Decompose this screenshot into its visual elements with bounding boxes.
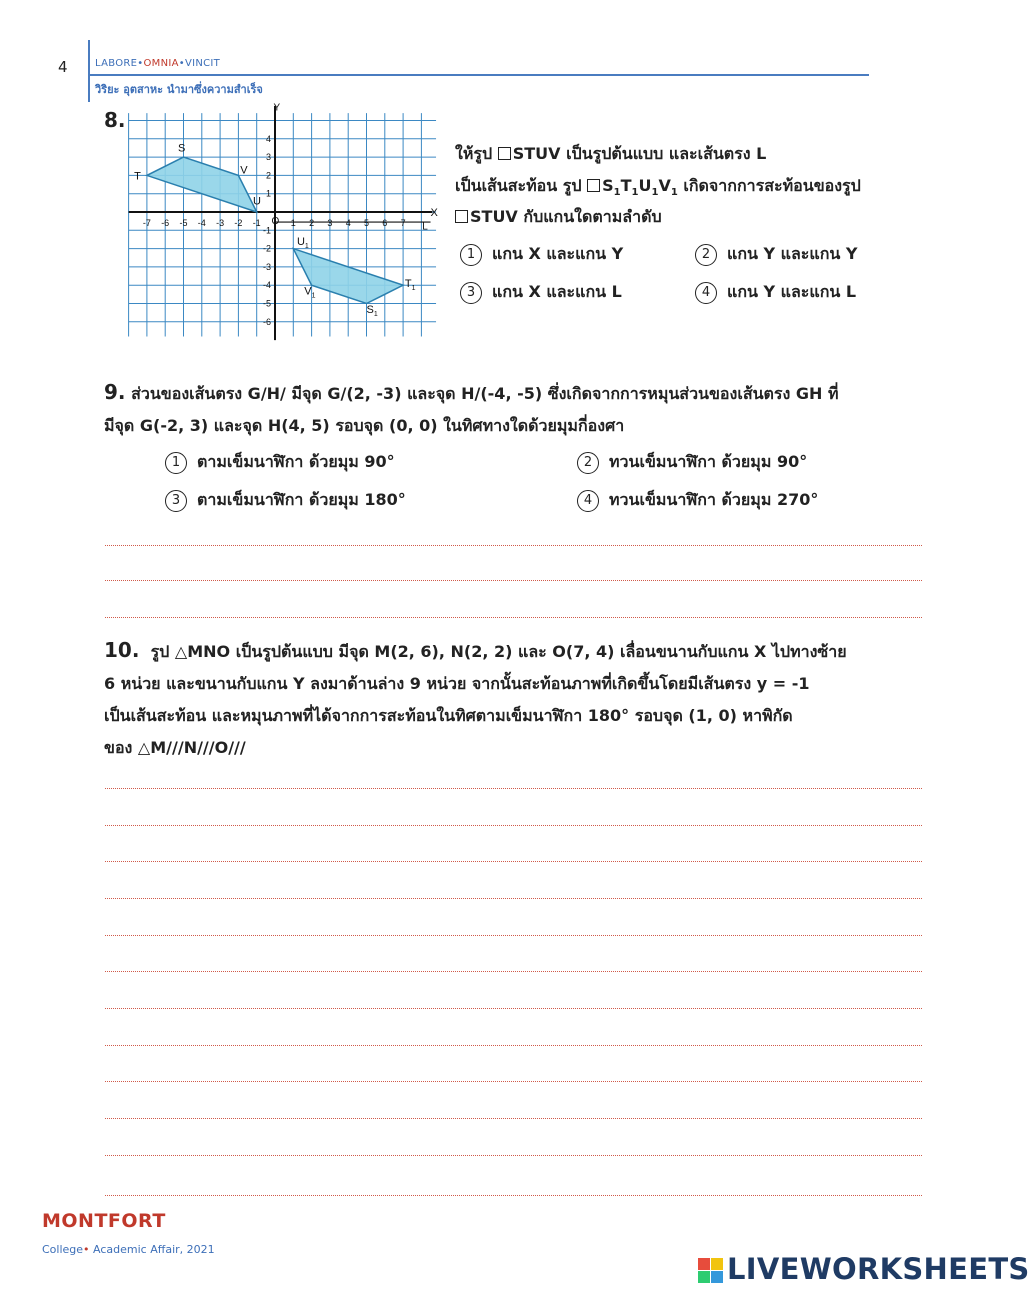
y-tick-label: -4 — [262, 280, 271, 291]
x-axis-label: X — [430, 207, 438, 219]
q9-line-2: มีจุด G(-2, 3) และจุด H(4, 5) รอบจุด (0, 0) ในทิศทางใดด้วยมุมกี่องศา — [104, 416, 625, 435]
option-circle-icon: 2 — [577, 452, 599, 474]
x-tick-label: -7 — [142, 218, 151, 228]
answer-line[interactable] — [105, 1118, 922, 1119]
x-tick-label: 2 — [309, 218, 315, 228]
y-tick-label: 1 — [265, 188, 271, 199]
y-tick-label: -5 — [262, 298, 271, 309]
q9-option-2[interactable] — [577, 450, 807, 475]
y-tick-label: -6 — [262, 316, 271, 327]
label-t: T — [134, 170, 141, 183]
college-line — [42, 1243, 215, 1256]
q8-ticks — [143, 102, 439, 326]
label-s1: $S_1$ — [366, 303, 378, 318]
answer-line[interactable] — [105, 1045, 922, 1046]
y-axis-label: Y — [273, 102, 281, 114]
subscript: 1 — [670, 187, 678, 199]
answer-line[interactable] — [105, 971, 922, 972]
page-number: 4 — [58, 58, 68, 76]
x-tick-label: -6 — [161, 218, 170, 228]
option-circle-icon: 3 — [165, 490, 187, 512]
q8-text: เกิดจากการสะท้อนของรูป — [677, 176, 861, 195]
q8-text: เป็นเส้นสะท้อน รูป — [455, 176, 582, 195]
y-tick-label: 2 — [265, 170, 271, 181]
label-v: V — [240, 164, 248, 177]
question-8-number: 8. — [104, 108, 126, 132]
label-s: S — [178, 142, 186, 155]
motto-part: •VINCIT — [178, 58, 221, 69]
y-tick-label: 4 — [265, 133, 271, 144]
liveworksheets-brand[interactable]: LIVEWORKSHEETS — [727, 1252, 1030, 1286]
header-subtitle: วิริยะ อุตสาหะ นำมาซึ่งความสำเร็จ — [95, 83, 263, 96]
q10-line-4: ของ △M///N///O/// — [104, 738, 246, 757]
y-tick-label: 3 — [265, 152, 271, 163]
square-icon — [587, 179, 600, 192]
subscript: 1 — [651, 187, 659, 199]
option-text: แกน X และแกน Y — [492, 244, 624, 263]
answer-line[interactable] — [105, 825, 922, 826]
q10-line-3: เป็นเส้นสะท้อน และหมุนภาพที่ได้จากการสะท้อนในทิศตามเข็มนาฬิกา 180° รอบจุด (1, 0) หาพิกัด — [104, 706, 793, 725]
x-tick-label: -5 — [179, 218, 188, 228]
option-text: ทวนเข็มนาฬิกา ด้วยมุม 270° — [609, 490, 819, 509]
answer-line[interactable] — [105, 545, 922, 546]
option-text: ทวนเข็มนาฬิกา ด้วยมุม 90° — [609, 452, 808, 471]
q10-line-2: 6 หน่วย และขนานกับแกน Y ลงมาด้านล่าง 9 หน่วย จากนั้นสะท้อนภาพที่เกิดขึ้นโดยมีเส้นตรง y = -1 — [104, 674, 810, 693]
answer-line[interactable] — [105, 935, 922, 936]
subscript: 1 — [631, 187, 639, 199]
square-icon — [498, 147, 511, 160]
question-10-number: 10. — [104, 638, 140, 662]
x-tick-label: -3 — [216, 218, 225, 228]
label-t1: $T_1$ — [404, 278, 416, 293]
motto — [95, 58, 220, 69]
x-tick-label: 4 — [345, 218, 351, 228]
header-vertical-rule — [88, 40, 90, 102]
q9-option-3[interactable] — [165, 488, 406, 513]
option-circle-icon: 4 — [577, 490, 599, 512]
q8-text: V — [658, 176, 671, 195]
q9-option-1[interactable] — [165, 450, 395, 475]
label-u1: $U_1$ — [296, 235, 309, 250]
motto-part: LABORE• — [95, 58, 144, 69]
dot-icon: • — [83, 1243, 90, 1256]
option-text: แกน Y และแกน Y — [727, 244, 858, 263]
option-circle-icon: 1 — [165, 452, 187, 474]
x-tick-label: 3 — [327, 218, 333, 228]
q8-text: S — [602, 176, 614, 195]
q8-option-4[interactable] — [695, 280, 856, 305]
option-text: ตามเข็มนาฬิกา ด้วยมุม 180° — [197, 490, 406, 509]
x-tick-label: 6 — [382, 218, 388, 228]
answer-line[interactable] — [105, 1195, 922, 1196]
q8-option-2[interactable] — [695, 242, 857, 267]
question-9-number: 9. — [104, 380, 126, 404]
option-text: แกน Y และแกน L — [727, 282, 857, 301]
x-tick-label: -4 — [197, 218, 206, 228]
q10-line-1 — [104, 635, 944, 667]
y-tick-label: -2 — [262, 243, 271, 254]
x-tick-label: 7 — [400, 218, 406, 228]
line-l-label: L — [422, 221, 428, 233]
q8-text: STUV เป็นรูปต้นแบบ และเส้นตรง L — [512, 144, 767, 163]
q10-text: รูป △MNO เป็นรูปต้นแบบ มีจุด M(2, 6), N(2, 2) และ O(7, 4) เลื่อนขนานกับแกน X ไปทางซ้าย — [150, 642, 847, 661]
q8-graph — [128, 102, 446, 344]
subscript: 1 — [613, 187, 621, 199]
answer-line[interactable] — [105, 580, 922, 581]
answer-line[interactable] — [105, 1155, 922, 1156]
q8-line-3 — [455, 201, 662, 232]
answer-line[interactable] — [105, 1008, 922, 1009]
square-icon — [455, 210, 468, 223]
option-circle-icon: 3 — [460, 282, 482, 304]
option-text: แกน X และแกน L — [492, 282, 622, 301]
origin-label: O — [271, 216, 280, 227]
label-v1: $V_1$ — [304, 285, 316, 300]
q8-line-1 — [455, 138, 766, 169]
answer-line[interactable] — [105, 898, 922, 899]
answer-line[interactable] — [105, 617, 922, 618]
q8-text: U — [638, 176, 652, 195]
q9-text: ส่วนของเส้นตรง G/H/ มีจุด G/(2, -3) และจุด H/(-4, -5) ซึ่งเกิดจากการหมุนส่วนของเส้นตรง GH ที่ — [131, 384, 839, 403]
q9-option-4[interactable] — [577, 488, 818, 513]
q8-text: STUV กับแกนใดตามลำดับ — [470, 207, 662, 226]
y-tick-label: -3 — [262, 261, 271, 272]
q8-option-3[interactable] — [460, 280, 622, 305]
answer-line[interactable] — [105, 1081, 922, 1082]
y-tick-label: -1 — [262, 225, 271, 236]
school-name: MONTFORT — [42, 1210, 166, 1232]
college-text: College — [42, 1243, 84, 1256]
option-text: ตามเข็มนาฬิกา ด้วยมุม 90° — [197, 452, 395, 471]
q8-text: T — [620, 176, 632, 195]
x-tick-label: 5 — [363, 218, 370, 228]
x-tick-label: 1 — [290, 218, 296, 228]
option-circle-icon: 4 — [695, 282, 717, 304]
q8-grid — [129, 113, 436, 336]
x-tick-label: -2 — [234, 218, 243, 228]
option-circle-icon: 1 — [460, 244, 482, 266]
liveworksheets-logo-icon — [698, 1258, 724, 1284]
motto-part: OMNIA — [143, 58, 179, 69]
option-circle-icon: 2 — [695, 244, 717, 266]
x-tick-label: -1 — [252, 218, 261, 228]
answer-line[interactable] — [105, 861, 922, 862]
q9-line-1 — [104, 377, 934, 409]
answer-line[interactable] — [105, 788, 922, 789]
label-u: U — [253, 195, 261, 208]
dept-text: Academic Affair, 2021 — [89, 1243, 215, 1256]
header-rule — [88, 74, 869, 76]
q8-text: ให้รูป — [455, 144, 493, 163]
q8-option-1[interactable] — [460, 242, 623, 267]
